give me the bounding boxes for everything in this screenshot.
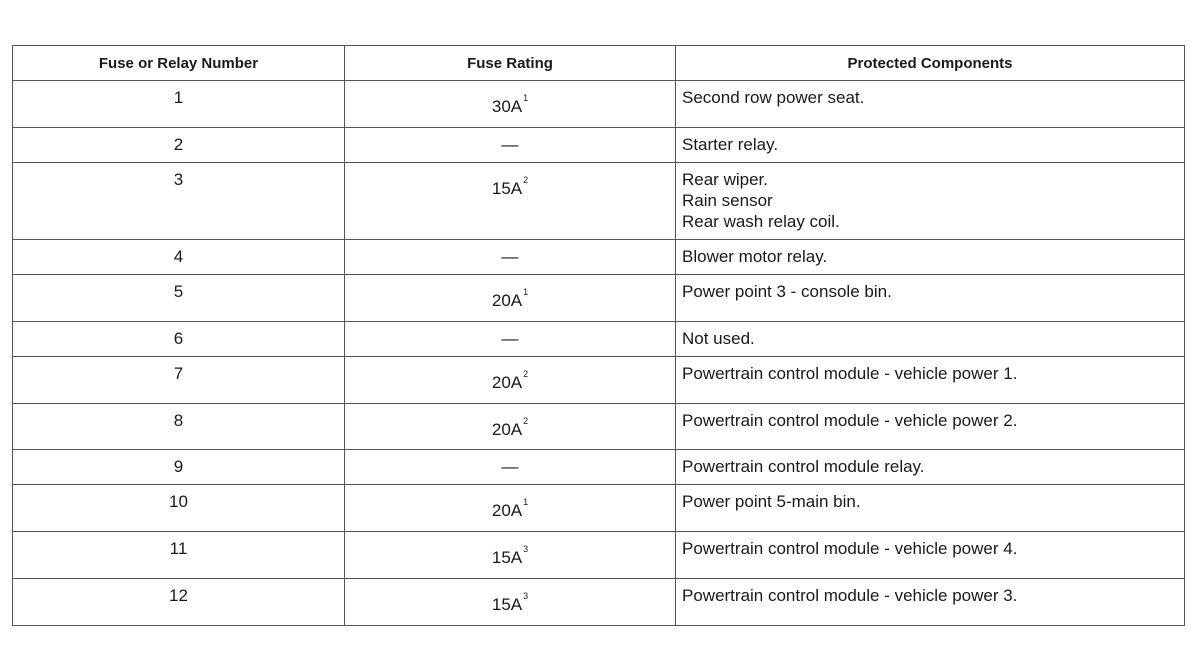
protected-components [676,404,1185,450]
table-row [13,485,1185,532]
table-row [13,128,1185,163]
component-line: Starter relay. [682,135,779,154]
header-row [13,46,1185,81]
rating-value: 15A [491,548,523,567]
component-line: Power point 5-main bin. [682,492,861,511]
rating-value: — [501,457,519,476]
fuse-rating [345,240,676,275]
component-line: Rain sensor [682,191,773,210]
fuse-number: 8 [13,404,345,450]
fuse-number: 4 [13,240,345,275]
rating-value: — [501,135,519,154]
footnote-marker: 2 [523,175,529,186]
component-line: Rear wash relay coil. [682,212,840,231]
header-protected-components: Protected Components [676,46,1185,81]
component-line: Powertrain control module - vehicle power 1. [682,364,1018,383]
fuse-rating [345,81,676,128]
component-line: Not used. [682,329,755,348]
protected-components [676,163,1185,240]
fuse-rating [345,404,676,450]
rating-value: 15A [491,595,523,614]
rating-value: 30A [491,97,523,116]
protected-components [676,485,1185,532]
table-row [13,450,1185,485]
component-line: Second row power seat. [682,88,865,107]
fuse-number: 2 [13,128,345,163]
component-line: Blower motor relay. [682,247,828,266]
footnote-marker: 2 [523,369,529,380]
table-row [13,404,1185,450]
protected-components [676,532,1185,579]
footnote-marker: 1 [523,497,529,508]
fuse-number: 3 [13,163,345,240]
table-row [13,163,1185,240]
component-line: Powertrain control module - vehicle power 4. [682,539,1018,558]
footnote-marker: 1 [523,287,529,298]
fuse-number: 5 [13,275,345,322]
fuse-rating [345,322,676,357]
rating-value: 20A [491,291,523,310]
fuse-number: 7 [13,357,345,404]
header-fuse-rating: Fuse Rating [345,46,676,81]
fuse-rating [345,357,676,404]
rating-value: 15A [491,179,523,198]
component-line: Powertrain control module relay. [682,457,925,476]
fuse-number: 10 [13,485,345,532]
rating-value: — [501,329,519,348]
fuse-number: 11 [13,532,345,579]
table-row [13,81,1185,128]
footnote-marker: 3 [523,591,529,602]
fuse-rating [345,485,676,532]
fuse-rating [345,163,676,240]
table-row [13,532,1185,579]
protected-components [676,240,1185,275]
rating-value: — [501,247,519,266]
header-fuse-number: Fuse or Relay Number [13,46,345,81]
table-row [13,275,1185,322]
fuse-number: 12 [13,579,345,626]
fuse-table [12,45,1185,626]
component-line: Power point 3 - console bin. [682,282,892,301]
component-line: Powertrain control module - vehicle power 2. [682,411,1018,430]
component-line: Rear wiper. [682,170,768,189]
fuse-rating [345,128,676,163]
protected-components [676,579,1185,626]
protected-components [676,275,1185,322]
footnote-marker: 1 [523,93,529,104]
fuse-number: 9 [13,450,345,485]
protected-components [676,81,1185,128]
rating-value: 20A [491,501,523,520]
fuse-rating [345,532,676,579]
fuse-rating [345,450,676,485]
table-row [13,322,1185,357]
fuse-number: 6 [13,322,345,357]
protected-components [676,322,1185,357]
table-row [13,579,1185,626]
protected-components [676,357,1185,404]
fuse-rating [345,579,676,626]
rating-value: 20A [491,373,523,392]
protected-components [676,450,1185,485]
fuse-rating [345,275,676,322]
component-line: Powertrain control module - vehicle power 3. [682,586,1018,605]
footnote-marker: 2 [523,416,529,427]
rating-value: 20A [491,420,523,439]
footnote-marker: 3 [523,544,529,555]
protected-components [676,128,1185,163]
fuse-number: 1 [13,81,345,128]
table-row [13,240,1185,275]
table-row [13,357,1185,404]
